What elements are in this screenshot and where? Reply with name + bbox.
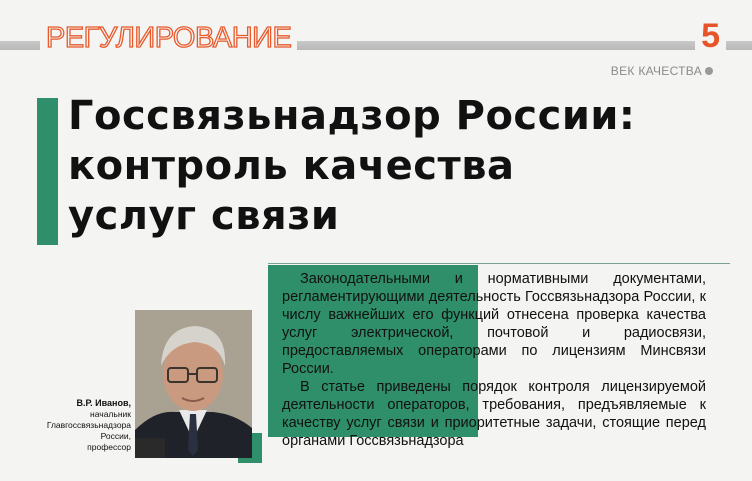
author-photo xyxy=(135,310,252,458)
article-title-line: услуг связи xyxy=(68,193,340,239)
running-head: ВЕК КАЧЕСТВА xyxy=(610,64,702,78)
article-lead xyxy=(282,270,706,450)
article-title-line: контроль качества xyxy=(68,143,515,189)
article-title xyxy=(68,91,728,241)
page-number: 5 xyxy=(695,16,726,52)
lead-rule xyxy=(268,263,730,264)
author-portrait-icon xyxy=(135,310,252,458)
lead-paragraph: Законодательными и нормативными документами, регламентирующими деятельность Госсвязьнадзора России, к числу важнейших его функций отнесена проверка качества услуг электрической, почтовой и радиосвязи, предоставляемых операторами по лицензиям Минсвязи России. xyxy=(282,271,706,377)
author-position: России, xyxy=(100,431,131,441)
author-caption xyxy=(6,398,131,453)
author-position: Главгоссвязьнадзора xyxy=(46,420,131,430)
lead-paragraph: В статье приведены порядок контроля лицензируемой деятельности операторов, требования, предъявляемые к качеству услуг связи и приоритетные задачи, стоящие перед органами Госсвязьнадзора xyxy=(282,379,706,449)
author-position: начальник xyxy=(90,409,131,419)
section-label: РЕГУЛИРОВАНИЕ xyxy=(40,20,297,56)
title-accent-bar xyxy=(37,98,58,245)
author-position: профессор xyxy=(87,442,131,452)
article-title-line: Госсвязьнадзор России: xyxy=(68,93,636,139)
author-name: В.Р. Иванов, xyxy=(76,398,131,408)
bullet-dot-icon xyxy=(705,67,713,75)
